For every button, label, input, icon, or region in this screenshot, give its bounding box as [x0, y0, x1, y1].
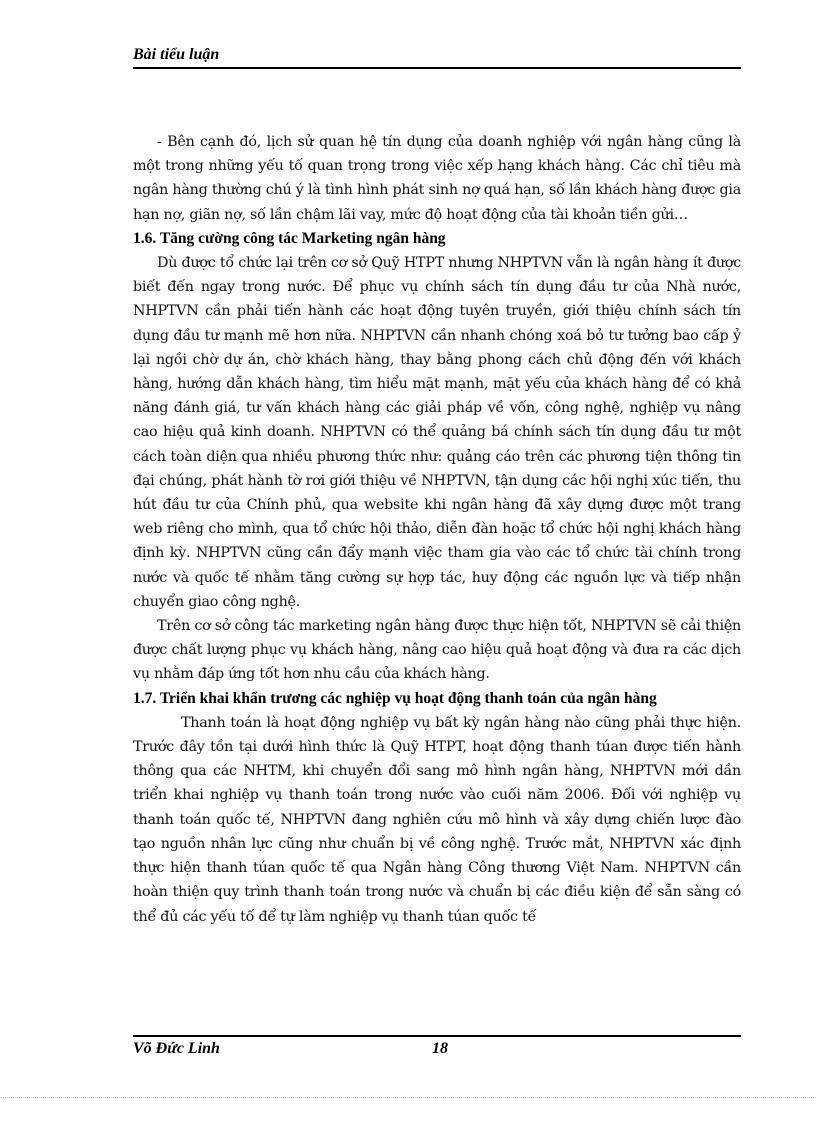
paragraph-marketing: Dù được tổ chức lại trên cơ sở Quỹ HTPT nhưng NHPTVN vẫn là ngân hàng ít được biết đến ngay trong nước. Để phục vụ chính sách tín dụng đầu tư của Nhà nước, NHPTVN cần phải tiến hành các hoạt động tuyên truyền, giới thiệu chính sách tín dụng đầu tư mạnh mẽ hơn nữa. NHPTVN cần nhanh chóng xoá bỏ tư tưởng bao cấp ỷ lại ngồi chờ dự án, chờ khách hàng, thay bằng phong cách chủ động đến với khách hàng, hướng dẫn khách hàng, tìm hiểu mặt mạnh, mặt yếu của khách hàng để có khả năng đánh giá, tư vấn khách hàng các giải pháp về vốn, công nghệ, nghiệp vụ nâng cao hiệu quả kinh doanh. NHPTVN có thể quảng bá chính sách tín dụng đầu tư một cách toàn diện qua nhiều phương thức như: quảng cáo trên các phương tiện thông tin đại chúng, phát hành tờ rơi giới thiệu về NHPTVN, tận dụng các hội nghị xúc tiến, thu hút đầu tư của Chính phủ, qua website khi ngân hàng đã xây dựng được một trang web riêng cho mình, qua tổ chức hội thảo, diễn đàn hoặc tổ chức hội nghị khách hàng định kỳ. NHPTVN cũng cần đẩy mạnh việc tham gia vào các tổ chức tài chính trong nước và quốc tế nhằm tăng cường sự hợp tác, huy động các nguồn lực và tiếp nhận chuyển giao công nghệ.: [133, 255, 741, 610]
page-boundary-line: [0, 1097, 816, 1098]
header-divider: [133, 67, 741, 69]
paragraph-payment: Thanh toán là hoạt động nghiệp vụ bất kỳ ngân hàng nào cũng phải thực hiện. Trước đây tồn tại dưới hình thức là Quỹ HTPT, hoạt động thanh túan được tiến hành thông qua các NHTM, khi chuyển đổi sang mô hình ngân hàng, NHPTVN mới dần triển khai nghiệp vụ thanh toán trong nước vào cuối năm 2006. Đối với nghiệp vụ thanh toán quốc tế, NHPTVN đang nghiên cứu mô hình và xây dựng chiến lược đào tạo nguồn nhân lực cũng như chuẩn bị về công nghệ. Trước mắt, NHPTVN xác định thực hiện thanh túan quốc tế qua Ngân hàng Công thương Việt Nam. NHPTVN cần hoàn thiện quy trình thanh toán trong nước và chuẩn bị các điều kiện để sẵn sàng có thể đủ các yếu tố để tự làm nghiệp vụ thanh túan quốc tế: [133, 714, 741, 925]
page-number: 18: [432, 1040, 448, 1057]
document-body: [133, 130, 741, 929]
section-heading-1-7: 1.7. Triển khai khẩn trương các nghiệp vụ hoạt động thanh toán của ngân hàng: [133, 689, 657, 707]
footer-author: Võ Đức Linh: [133, 1040, 220, 1057]
header-title: Bài tiểu luận: [133, 46, 220, 63]
section-heading-1-6: 1.6. Tăng cường công tác Marketing ngân hàng: [133, 229, 446, 247]
paragraph-credit-history: - Bên cạnh đó, lịch sử quan hệ tín dụng của doanh nghiệp với ngân hàng cũng là một trong những yếu tố quan trọng trong việc xếp hạng khách hàng. Các chỉ tiêu mà ngân hàng thường chú ý là tình hình phát sinh nợ quá hạn, số lần khách hàng được gia hạn nợ, giãn nợ, số lần chậm lãi vay, mức độ hoạt động của tài khoản tiền gửi…: [133, 134, 741, 223]
footer-divider: [133, 1035, 741, 1037]
paragraph-marketing-result: Trên cơ sở công tác marketing ngân hàng được thực hiện tốt, NHPTVN sẽ cải thiện được chất lượng phục vụ khách hàng, nâng cao hiệu quả hoạt động và đưa ra các dịch vụ nhằm đáp ứng tốt hơn nhu cầu của khách hàng.: [133, 618, 741, 683]
